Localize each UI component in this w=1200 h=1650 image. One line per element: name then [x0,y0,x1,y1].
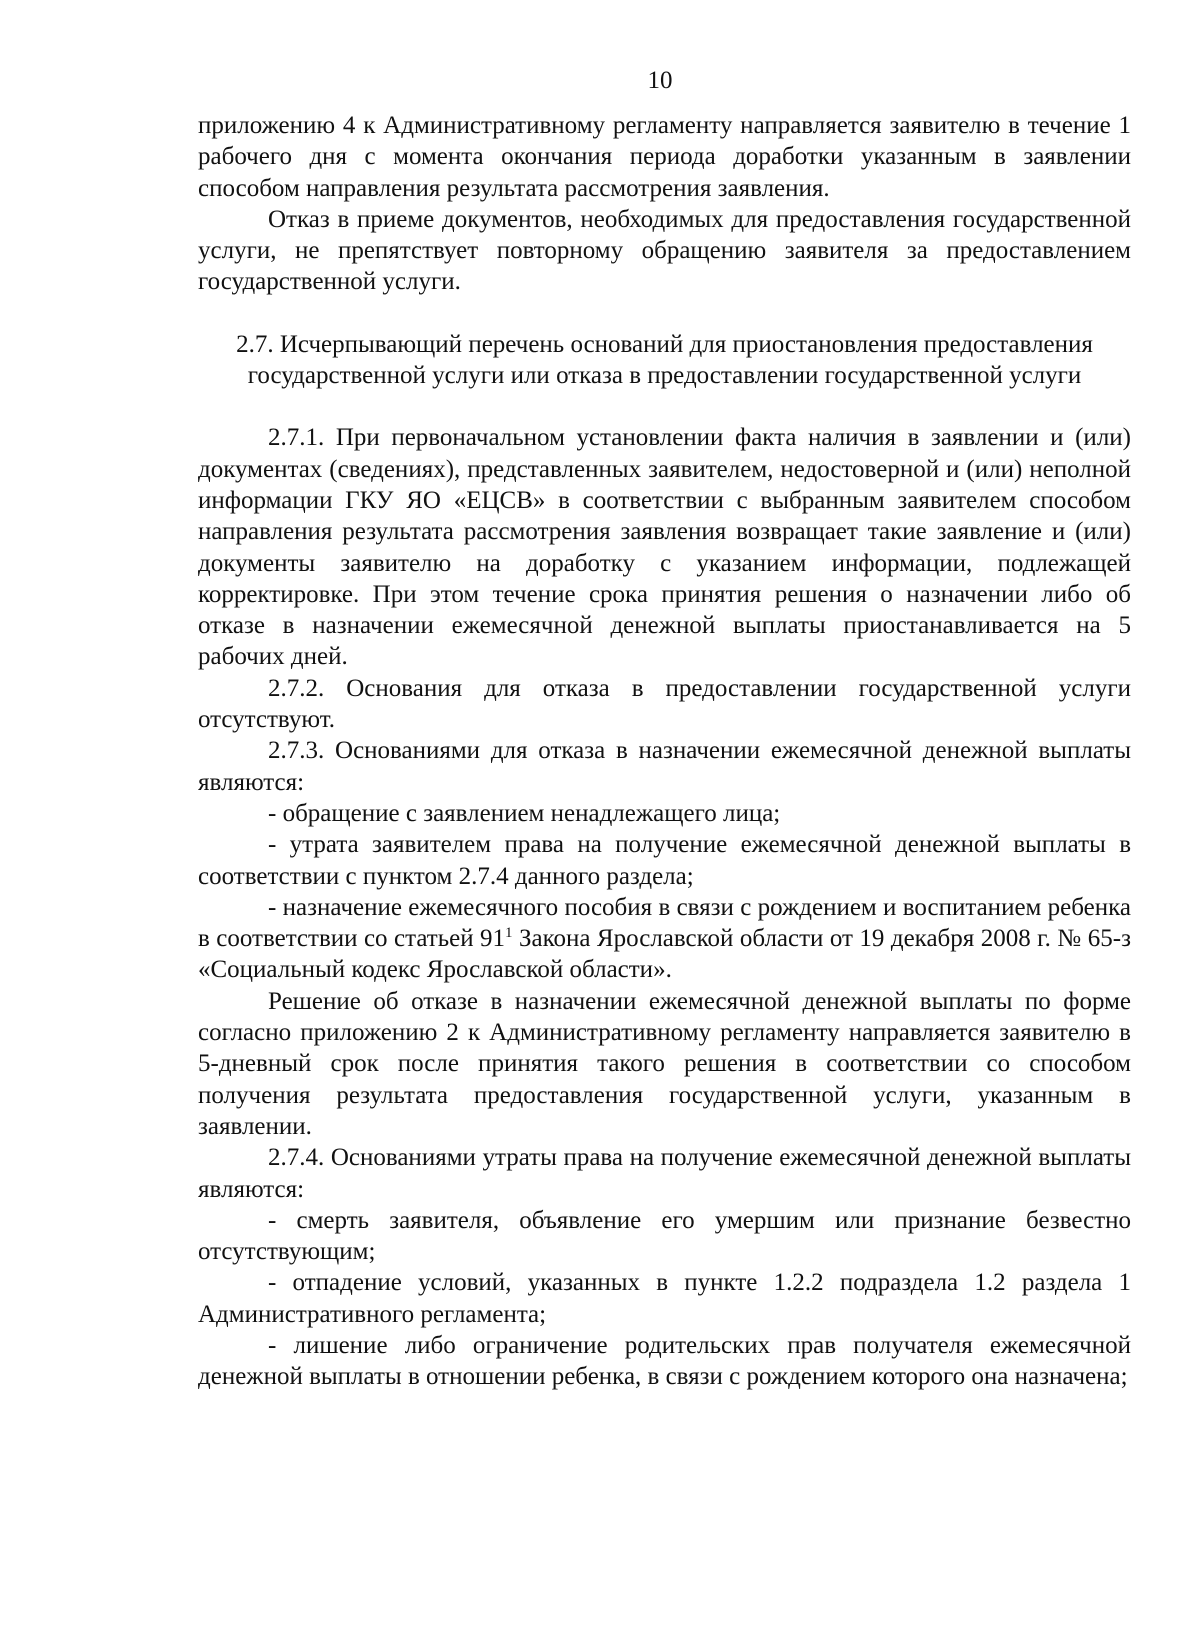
clause-2-7-1: 2.7.1. При первоначальном установлении факта наличия в заявлении и (или) документах (сведениях), представленных заявителем, недостоверной и (или) неполной информации ГКУ ЯО «ЕЦСВ» в соответствии с выбранным заявителем способом направления результата рассмотрения заявления возвращает такие заявление и (или) документы заявителю на доработку с указанием информации, подлежащей корректировке. При этом течение срока принятия решения о назначении либо об отказе в назначении ежемесячной денежной выплаты приостанавливается на 5 рабочих дней. [198,424,1131,671]
section-heading: 2.7. Исчерпывающий перечень оснований для приостановления предоставления государственной услуги или отказа в предоставлении государственной услуги [236,330,1093,390]
spacer [198,391,1131,422]
paragraph-continuation: приложению 4 к Административному регламенту направляется заявителю в течение 1 рабочего дня с момента окончания периода доработки указанным в заявлении способом направления результата рассмотрения заявления. [198,112,1131,202]
list-item-loss-of-right: - утрата заявителем права на получение ежемесячной денежной выплаты в соответствии с пунктом 2.7.4 данного раздела; [198,831,1131,890]
clause-2-7-3: 2.7.3. Основаниями для отказа в назначении ежемесячной денежной выплаты являются: [198,737,1131,796]
list-item-parental-rights: - лишение либо ограничение родительских прав получателя ежемесячной денежной выплаты в отношении ребенка, в связи с рождением которого она назначена; [198,1331,1131,1391]
law-item-text-before: - назначение ежемесячного пособия в связи с рождением и воспитанием ребенка в соответствии со статьей 91 [198,893,1131,953]
document-body [198,110,1131,1393]
clause-2-7-2: 2.7.2. Основания для отказа в предоставлении государственной услуги отсутствуют. [198,674,1131,734]
refusal-decision-paragraph: Решение об отказе в назначении ежемесячной денежной выплаты по форме согласно приложению 2 к Административному регламенту направляется заявителю в 5-дневный срок после принятия такого решения в соответствии со способом получения результата предоставления государственной услуги, указанным в заявлении. [198,987,1131,1140]
law-item-text-after: Закона Ярославской области от 19 декабря 2008 г. № 65-з «Социальный кодекс Ярославской области». [198,925,1131,984]
spacer [198,298,1131,329]
clause-2-7-4: 2.7.4. Основаниями утраты права на получение ежемесячной денежной выплаты являются: [198,1144,1131,1203]
paragraph-refusal-note: Отказ в приеме документов, необходимых для предоставления государственной услуги, не препятствует повторному обращению заявителя за предоставлением государственной услуги. [198,205,1131,296]
list-item-child-allowance [198,892,1131,986]
list-item-improper-person: - обращение с заявлением ненадлежащего лица; [268,799,781,827]
list-item-death: - смерть заявителя, объявление его умершим или признание безвестно отсутствующим; [198,1206,1131,1266]
article-superscript: 1 [505,925,513,942]
page-number: 10 [647,67,673,94]
list-item-conditions-lost: - отпадение условий, указанных в пункте 1.2.2 подраздела 1.2 раздела 1 Административного регламента; [198,1269,1131,1328]
